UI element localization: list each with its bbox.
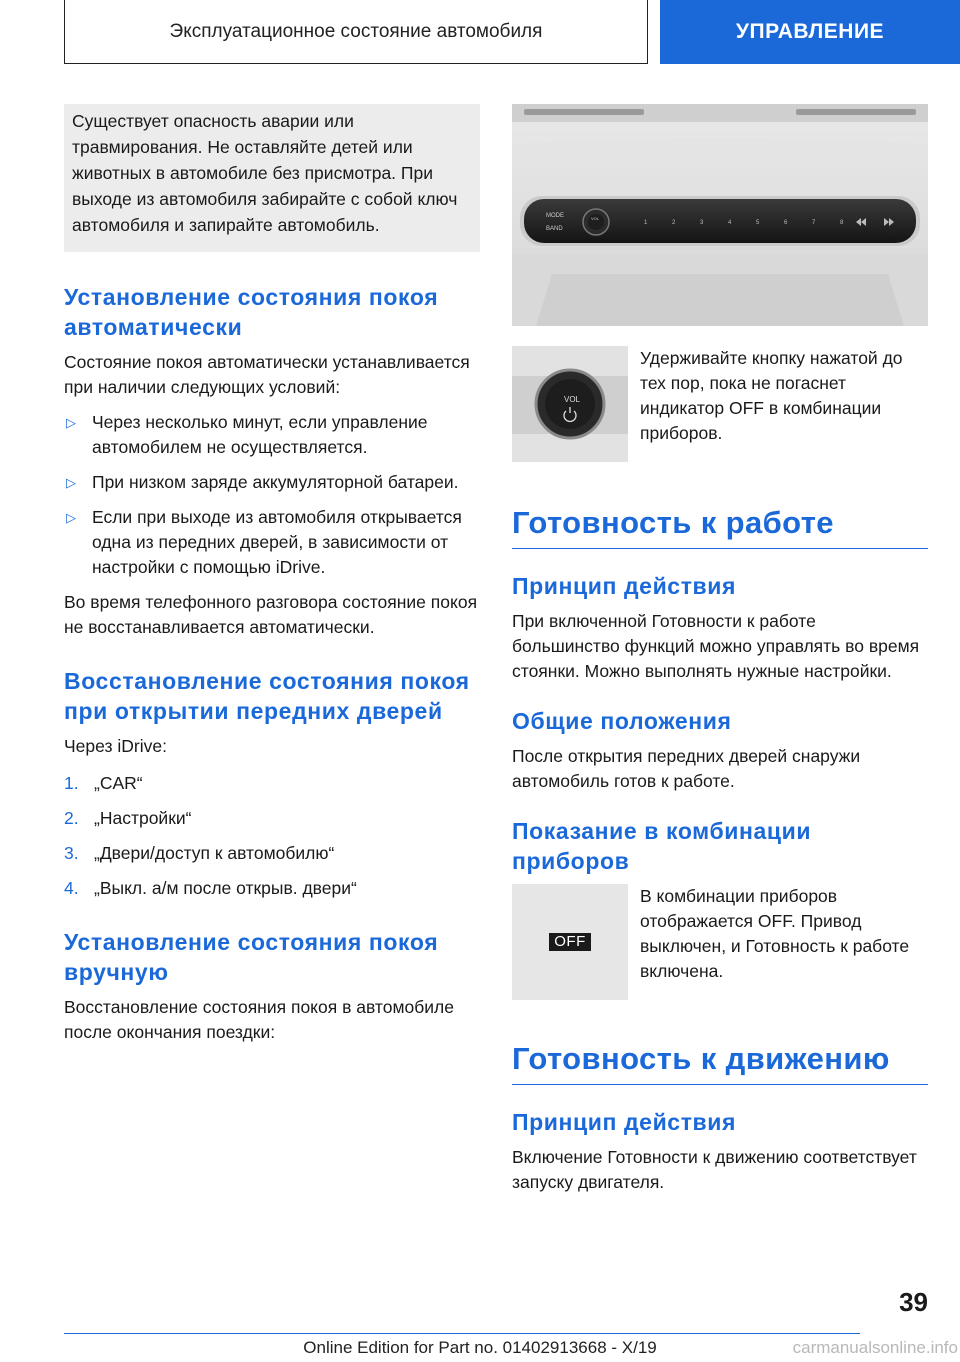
manual-rest-text: Восстановление состояния покоя в автомобиле после окончания поездки: <box>64 997 454 1042</box>
step-number: 3. <box>64 843 79 863</box>
drive-ready-section <box>512 1040 928 1195</box>
list-item-text: При низком заряде аккумуляторной батареи. <box>92 472 459 492</box>
auto-rest-note: Во время телефонного разговора состояние покоя не восстанавливается автоматически. <box>64 592 478 637</box>
vol-knob-block <box>512 346 928 462</box>
left-column <box>64 104 480 1045</box>
step-number: 1. <box>64 773 79 793</box>
standby-display-heading: Показание в комбинации приборов <box>512 818 812 874</box>
vol-knob-image <box>512 346 628 462</box>
standby-display-text: В комбинации приборов отображается OFF. Привод выключен, и Готовность к работе включена. <box>640 886 910 981</box>
preset-5: 5 <box>756 220 760 226</box>
standby-general-text: После открытия передних дверей снаружи автомобиль готов к работе. <box>512 746 861 791</box>
preset-2: 2 <box>672 220 676 226</box>
restore-rest-steps <box>64 771 480 901</box>
step-text: „Настройки“ <box>94 808 192 828</box>
warning-text: Существует опасность аварии или травмирования. Не оставляйте детей или животных в автомобиле без присмотра. При выходе из автомобиля забирайте с собой ключ автомобиля и запирайте автомобиль. <box>72 111 458 235</box>
drive-ready-heading: Готовность к движению <box>512 1040 928 1085</box>
preset-8: 8 <box>840 220 844 226</box>
watermark: carmanualsonline.info <box>792 1338 958 1357</box>
chapter-title: Эксплуатационное состояние автомобиля <box>64 0 648 64</box>
auto-rest-section <box>64 282 480 640</box>
list-item <box>64 505 480 580</box>
restore-rest-section <box>64 666 480 901</box>
vol-knob-text: Удерживайте кнопку нажатой до тех пор, пока не погаснет индикатор OFF в комбинации приборов. <box>640 348 903 443</box>
auto-rest-conditions <box>64 410 480 580</box>
standby-heading: Готовность к работе <box>512 504 928 549</box>
list-item-text: Через несколько минут, если управление автомобилем не осуществляется. <box>92 412 428 457</box>
preset-7: 7 <box>812 220 816 226</box>
auto-rest-heading: Установление состояния покоя автоматически <box>64 284 439 340</box>
step-number: 4. <box>64 878 79 898</box>
standby-principle-heading: Принцип действия <box>512 573 737 599</box>
restore-rest-intro: Через iDrive: <box>64 736 167 756</box>
footer <box>0 1338 960 1358</box>
step-text: „Выкл. а/м после открыв. двери“ <box>94 878 357 898</box>
off-display-block <box>512 884 928 1000</box>
list-item-text: Если при выходе из автомобиля открывается одна из передних дверей, в зависимости от настройки с помощью iDrive. <box>92 507 462 577</box>
triangle-bullet-icon: ▷ <box>66 475 76 490</box>
off-badge: OFF <box>549 933 591 951</box>
drive-ready-principle-heading: Принцип действия <box>512 1109 737 1135</box>
warning-box <box>64 104 480 252</box>
auto-rest-intro: Состояние покоя автоматически устанавливается при наличии следующих условий: <box>64 352 470 397</box>
off-display-image <box>512 884 628 1000</box>
vol-knob-label: VOL <box>564 395 581 404</box>
preset-3: 3 <box>700 220 704 226</box>
mode-label: MODE <box>546 213 564 219</box>
vol-small-label: VOL <box>591 216 600 221</box>
manual-rest-heading: Установление состояния покоя вручную <box>64 929 439 985</box>
manual-rest-section <box>64 927 480 1045</box>
footer-divider <box>64 1333 860 1334</box>
step-item <box>64 841 480 866</box>
preset-6: 6 <box>784 220 788 226</box>
edition-text: Online Edition for Part no. 01402913668 - X/19 <box>303 1338 657 1357</box>
restore-rest-heading: Восстановление состояния покоя при открытии передних дверей <box>64 668 470 724</box>
drive-ready-principle-text: Включение Готовности к движению соответствует запуску двигателя. <box>512 1147 917 1192</box>
preset-1: 1 <box>644 220 648 226</box>
step-number: 2. <box>64 808 79 828</box>
band-label: BAND <box>546 226 563 232</box>
standby-principle-text: При включенной Готовности к работе большинство функций можно управлять во время стоянки. Можно выполнять нужные настройки. <box>512 611 920 681</box>
right-column <box>512 104 928 1195</box>
list-item <box>64 470 480 495</box>
step-item <box>64 876 480 901</box>
radio-panel-image <box>512 104 928 326</box>
list-item <box>64 410 480 460</box>
step-text: „CAR“ <box>94 773 143 793</box>
step-text: „Двери/доступ к автомобилю“ <box>94 843 335 863</box>
step-item <box>64 771 480 796</box>
standby-section <box>512 504 928 1000</box>
section-tab[interactable]: УПРАВЛЕНИЕ <box>660 0 960 64</box>
triangle-bullet-icon: ▷ <box>66 510 76 525</box>
standby-general-heading: Общие положения <box>512 708 732 734</box>
preset-4: 4 <box>728 220 732 226</box>
page-number: 39 <box>899 1287 928 1317</box>
step-item <box>64 806 480 831</box>
triangle-bullet-icon: ▷ <box>66 415 76 430</box>
